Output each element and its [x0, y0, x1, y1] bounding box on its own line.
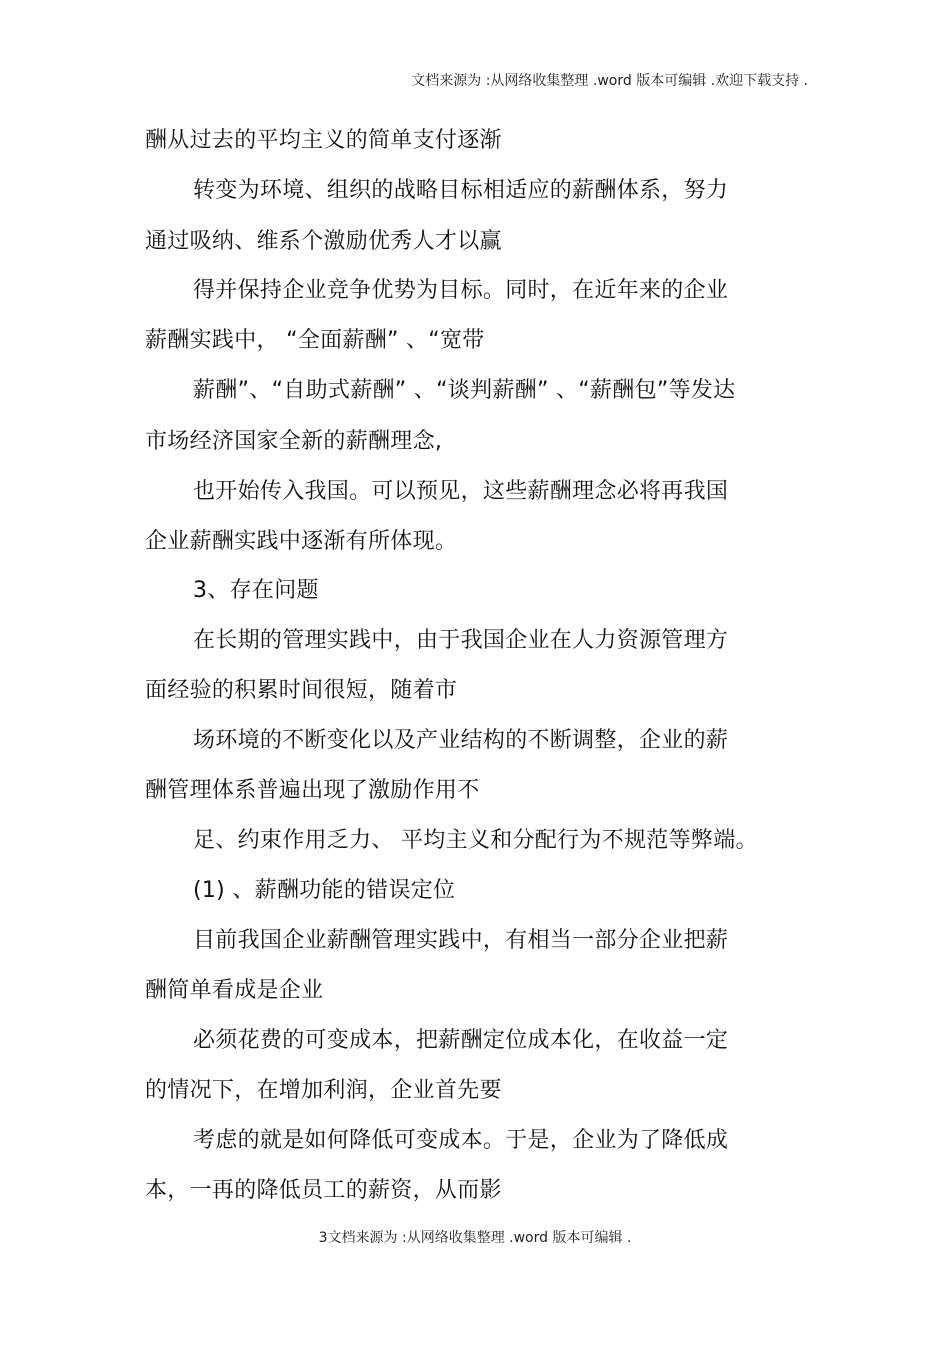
text-line: 必须花费的可变成本，把薪酬定位成本化，在收益一定	[193, 1028, 729, 1053]
text-line: 本，一再的降低员工的薪资，从而影	[145, 1178, 502, 1203]
text-line: 薪酬”、“自助式薪酬” 、“谈判薪酬” 、“薪酬包”等发达	[193, 378, 736, 403]
text-line: 目前我国企业薪酬管理实践中，有相当一部分企业把薪	[193, 928, 729, 953]
text-line: 场环境的不断变化以及产业结构的不断调整，企业的薪	[193, 728, 729, 753]
subsection-heading: (1) 、薪酬功能的错误定位	[193, 878, 456, 903]
text-line: 酬简单看成是企业	[145, 978, 324, 1003]
text-line: 考虑的就是如何降低可变成本。于是，企业为了降低成	[193, 1128, 729, 1153]
text-line: 薪酬实践中， “全面薪酬” 、“宽带	[145, 328, 485, 353]
text-line: 足、约束作用乏力、 平均主义和分配行为不规范等弊端。	[193, 828, 758, 853]
text-line: 酬管理体系普遍出现了激励作用不	[145, 778, 480, 803]
text-line: 也开始传入我国。可以预见，这些薪酬理念必将再我国	[193, 479, 729, 504]
text-line: 酬从过去的平均主义的简单支付逐渐	[145, 128, 502, 153]
text-line: 转变为环境、组织的战略目标相适应的薪酬体系，努力	[193, 178, 729, 203]
page-footer: 3文档来源为 :从网络收集整理 .word 版本可编辑 .	[318, 1230, 632, 1246]
text-line: 得并保持企业竞争优势为目标。同时，在近年来的企业	[193, 278, 729, 303]
page-header: 文档来源为 :从网络收集整理 .word 版本可编辑 .欢迎下载支持 .	[411, 73, 808, 89]
text-line: 的情况下，在增加利润，企业首先要	[145, 1078, 502, 1103]
text-line: 市场经济国家全新的薪酬理念,	[145, 429, 443, 454]
section-heading: 3、存在问题	[193, 578, 319, 603]
text-line: 企业薪酬实践中逐渐有所体现。	[145, 529, 458, 554]
text-line: 面经验的积累时间很短，随着市	[145, 678, 458, 703]
text-line: 通过吸纳、维系个激励优秀人才以赢	[145, 229, 502, 254]
text-line: 在长期的管理实践中，由于我国企业在人力资源管理方	[193, 628, 729, 653]
